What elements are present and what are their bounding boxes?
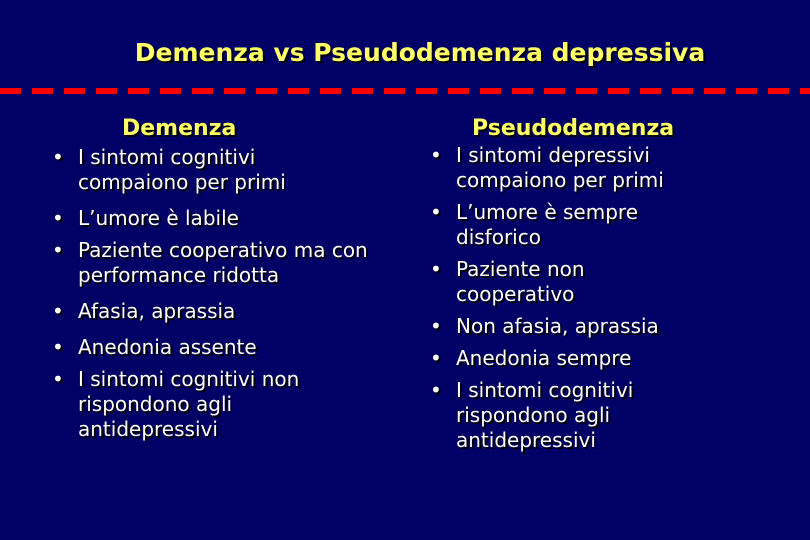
dementia-column: [52, 113, 382, 453]
list-item-text: Anedonia assente: [78, 335, 257, 359]
list-item-text: I sintomi cognitivi compaiono per primi: [78, 145, 286, 194]
list-item-text: Paziente cooperativo ma con performance ridotta: [78, 238, 368, 287]
list-item: [430, 378, 706, 453]
bullet-icon: •: [52, 335, 64, 359]
list-item-text: Afasia, aprassia: [78, 299, 236, 323]
list-item: [430, 200, 686, 250]
bullet-icon: •: [430, 378, 442, 402]
list-item-text: Anedonia sempre: [456, 346, 632, 370]
dementia-heading: Demenza: [122, 116, 237, 141]
bullet-icon: •: [430, 314, 442, 338]
bullet-icon: •: [52, 206, 64, 230]
list-item: [52, 335, 382, 360]
pseudodementia-heading: Pseudodemenza: [472, 116, 675, 141]
list-item-text: Paziente non cooperativo: [456, 257, 585, 306]
bullet-icon: •: [430, 346, 442, 370]
bullet-icon: •: [430, 257, 442, 281]
list-item: [430, 346, 770, 371]
list-item: [52, 367, 378, 442]
bullet-icon: •: [52, 299, 64, 323]
bullet-icon: •: [430, 200, 442, 224]
pseudodementia-column: [430, 113, 770, 460]
bullet-icon: •: [52, 367, 64, 391]
list-item: [430, 314, 770, 339]
list-item-text: I sintomi cognitivi rispondono agli antidepressivi: [456, 378, 634, 452]
slide-title: Demenza vs Pseudodemenza depressiva: [134, 38, 706, 67]
list-item: [430, 143, 706, 193]
bullet-icon: •: [430, 143, 442, 167]
list-item-text: L’umore è labile: [78, 206, 239, 230]
list-item: [52, 299, 382, 324]
list-item: [52, 206, 382, 231]
bullet-icon: •: [52, 145, 64, 169]
dashed-divider: [0, 88, 810, 94]
bullet-icon: •: [52, 238, 64, 262]
dementia-list: [52, 145, 382, 442]
list-item-text: L’umore è sempre disforico: [456, 200, 638, 249]
list-item: [52, 145, 328, 195]
list-item: [52, 238, 398, 288]
list-item-text: I sintomi cognitivi non rispondono agli antidepressivi: [78, 367, 300, 441]
list-item-text: I sintomi depressivi compaiono per primi: [456, 143, 664, 192]
pseudodementia-list: [430, 143, 770, 453]
list-item-text: Non afasia, aprassia: [456, 314, 659, 338]
list-item: [430, 257, 656, 307]
